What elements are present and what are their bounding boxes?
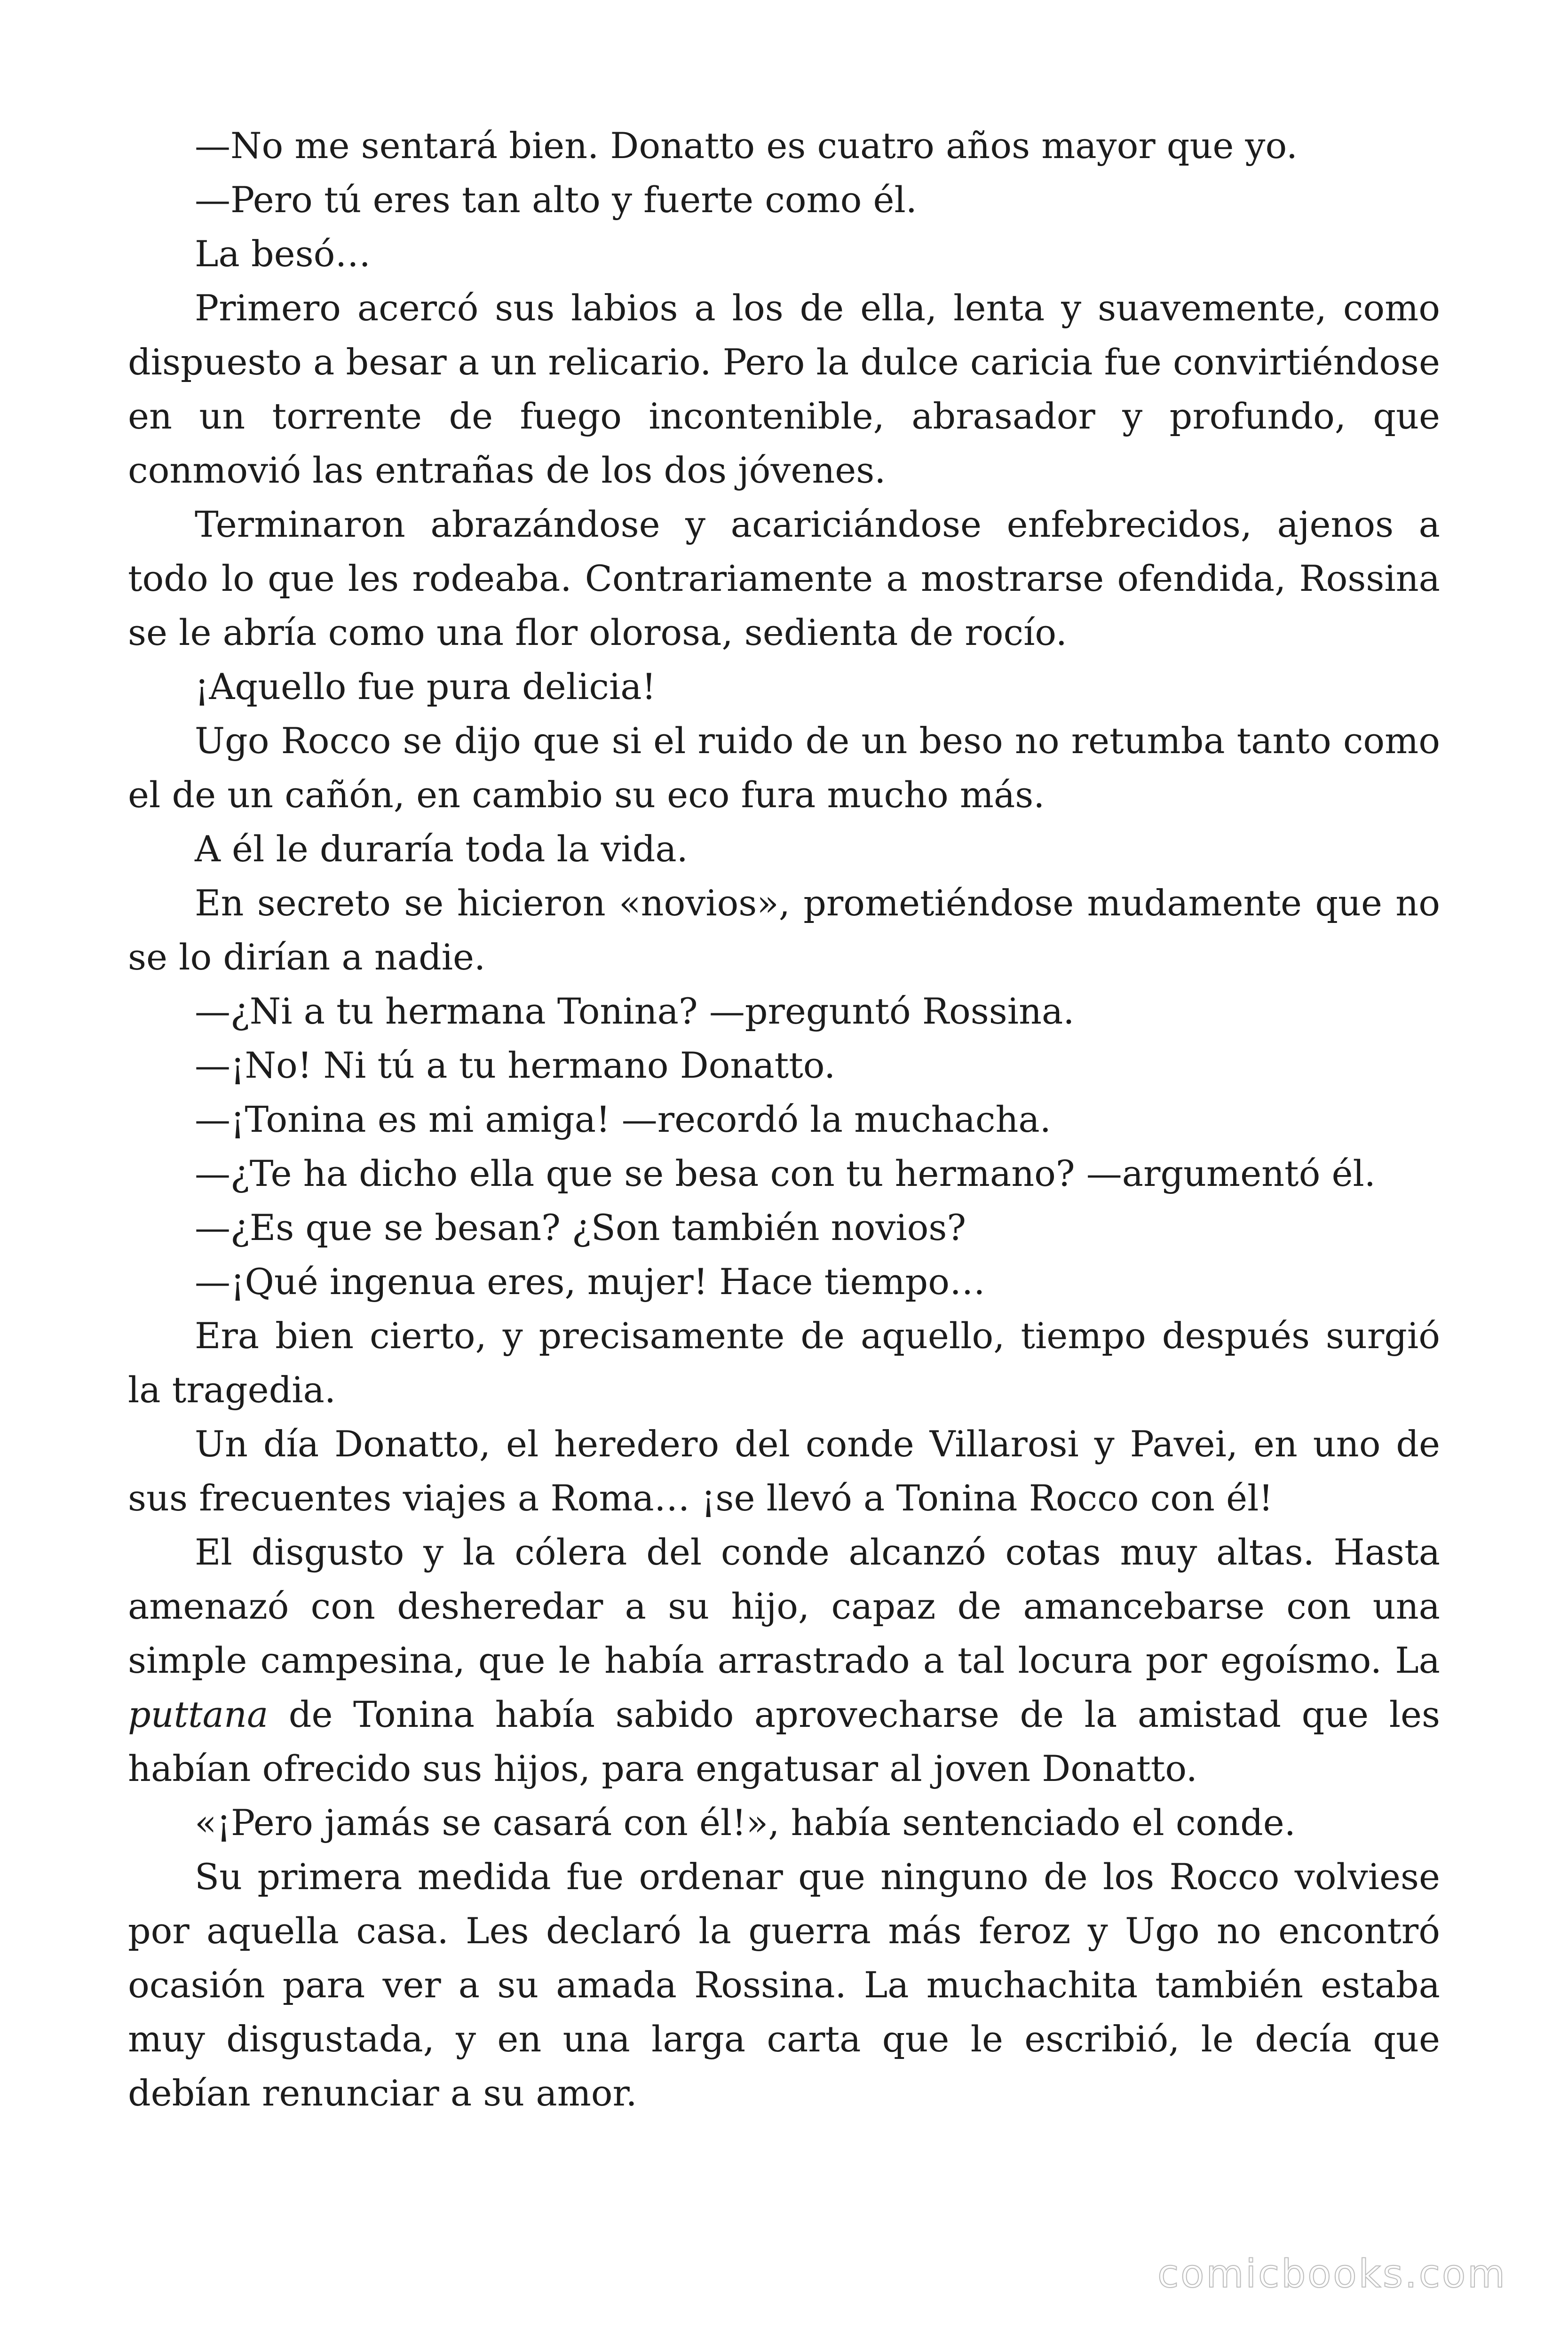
paragraph — [128, 714, 1440, 822]
paragraph — [128, 497, 1440, 660]
paragraph — [128, 984, 1440, 1038]
paragraph — [128, 1092, 1440, 1146]
paragraph-text: Terminaron abrazándose y acariciándose enfebrecidos, ajenos a todo lo que les rodeaba. Contrariamente a mostrarse ofendida, Rossina se le abría como una flor olorosa, sedienta de rocío. — [128, 503, 1440, 653]
paragraph — [128, 1850, 1440, 2120]
paragraph-text: «¡Pero jamás se casará con él!», había sentenciado el conde. — [195, 1802, 1296, 1843]
paragraph-text: A él le duraría toda la vida. — [195, 828, 688, 870]
paragraph — [128, 1796, 1440, 1850]
paragraph-text: de Tonina había sabido aprovecharse de la amistad que les habían ofrecido sus hijos, para engatusar al joven Donatto. — [128, 1693, 1440, 1789]
watermark: comicbooks.com — [1157, 2252, 1507, 2296]
paragraph-text: Su primera medida fue ordenar que ninguno de los Rocco volviese por aquella casa. Les declaró la guerra más feroz y Ugo no encontró ocasión para ver a su amada Rossina. La muchachita también estaba muy disgustada, y en una larga carta que le escribió, le decía que debían renunciar a su amor. — [128, 1856, 1440, 2114]
paragraph — [128, 876, 1440, 984]
paragraph-text: La besó… — [195, 233, 371, 275]
paragraph — [128, 822, 1440, 876]
paragraph-text: —¿Ni a tu hermana Tonina? —preguntó Rossina. — [195, 990, 1075, 1032]
paragraph-text: Ugo Rocco se dijo que si el ruido de un beso no retumba tanto como el de un cañón, en cambio su eco fura mucho más. — [128, 720, 1440, 816]
paragraph-text: Era bien cierto, y precisamente de aquello, tiempo después surgió la tragedia. — [128, 1315, 1440, 1411]
paragraph-text: ¡Aquello fue pura delicia! — [195, 666, 657, 707]
paragraph — [128, 1309, 1440, 1417]
paragraph — [128, 1200, 1440, 1255]
paragraph-text: Primero acercó sus labios a los de ella, lenta y suavemente, como dispuesto a besar a un relicario. Pero la dulce caricia fue convirtiéndose en un torrente de fuego incontenible, abrasador y profundo, que conmovió las entrañas de los dos jóvenes. — [128, 287, 1440, 491]
paragraph-text: —¿Te ha dicho ella que se besa con tu hermano? —argumentó él. — [195, 1152, 1376, 1194]
paragraph — [128, 281, 1440, 497]
paragraph-text: —¿Es que se besan? ¿Son también novios? — [195, 1207, 966, 1248]
paragraph — [128, 1417, 1440, 1525]
paragraph — [128, 119, 1440, 173]
paragraph-text: Un día Donatto, el heredero del conde Villarosi y Pavei, en uno de sus frecuentes viajes a Roma… ¡se llevó a Tonina Rocco con él! — [128, 1423, 1440, 1519]
paragraph — [128, 1146, 1440, 1200]
paragraph — [128, 227, 1440, 281]
paragraph-text: El disgusto y la cólera del conde alcanzó cotas muy altas. Hasta amenazó con desheredar a su hijo, capaz de amancebarse con una simple campesina, que le había arrastrado a tal locura por egoísmo. La — [128, 1531, 1440, 1681]
paragraph — [128, 1038, 1440, 1092]
paragraph — [128, 1255, 1440, 1309]
paragraph-text: —Pero tú eres tan alto y fuerte como él. — [195, 179, 917, 221]
paragraph-text: —¡Tonina es mi amiga! —recordó la muchacha. — [195, 1098, 1051, 1140]
paragraph-text: En secreto se hicieron «novios», prometiéndose mudamente que no se lo dirían a nadie. — [128, 882, 1440, 978]
body-text — [128, 119, 1440, 2120]
paragraph — [128, 1525, 1440, 1796]
paragraph-text: —¡No! Ni tú a tu hermano Donatto. — [195, 1044, 836, 1086]
paragraph-text: —¡Qué ingenua eres, mujer! Hace tiempo… — [195, 1261, 985, 1303]
paragraph — [128, 660, 1440, 714]
paragraph-text: —No me sentará bien. Donatto es cuatro años mayor que yo. — [195, 125, 1298, 167]
paragraph — [128, 173, 1440, 227]
italic-text: puttana — [128, 1693, 269, 1735]
